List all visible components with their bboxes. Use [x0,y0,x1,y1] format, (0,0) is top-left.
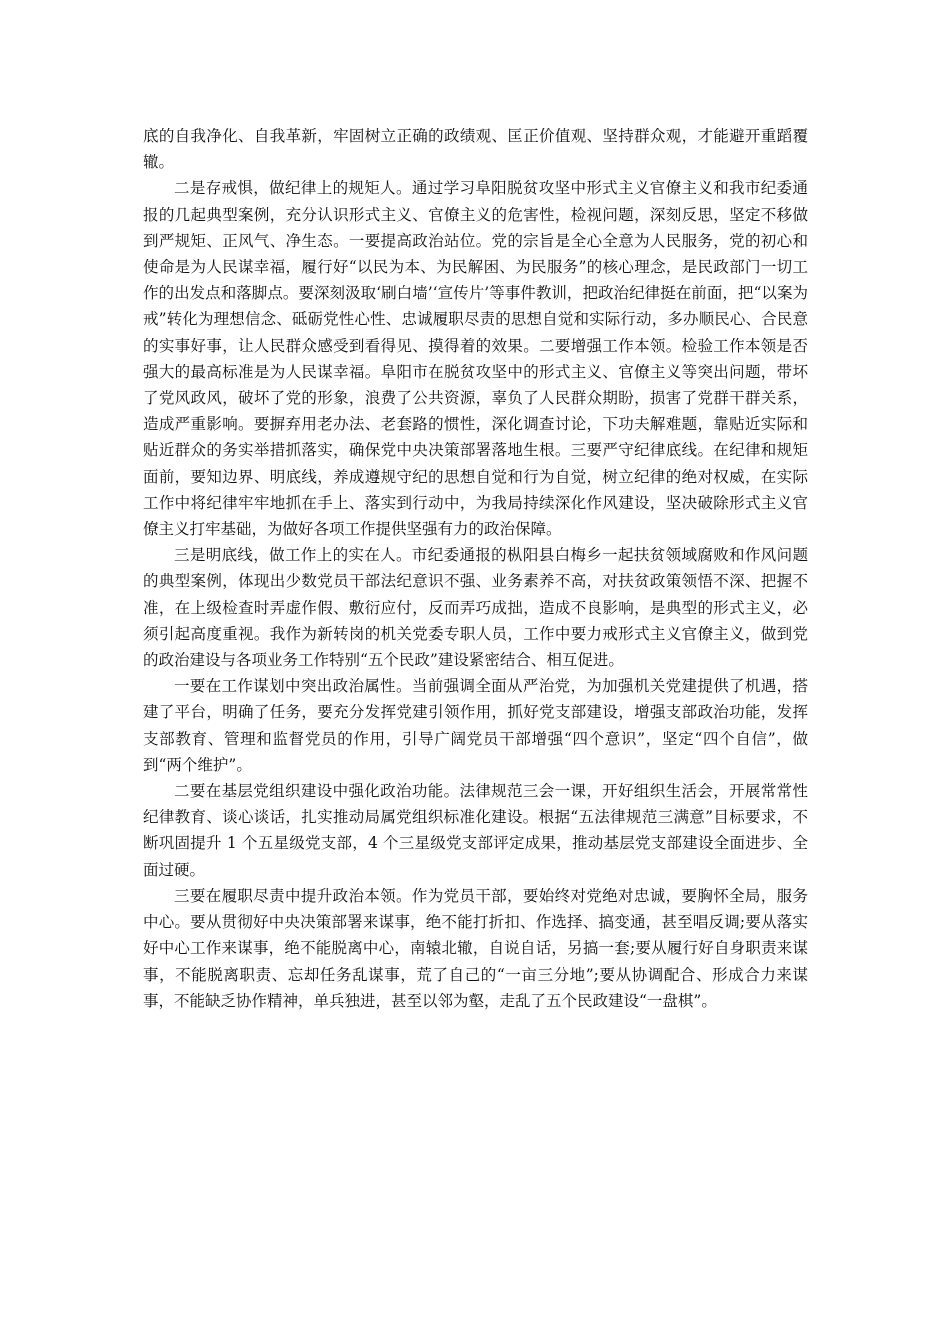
paragraph-work-planning: 一要在工作谋划中突出政治属性。当前强调全面从严治党，为加强机关党建提供了机遇，搭建了平台，明确了任务，要充分发挥党建引领作用，抓好党支部建设，增强支部政治功能，发挥支部教育、管理和监督党员的作用，引导广阔党员干部增强“四个意识”，坚定“四个自信”，做到“两个维护”。 [143,677,808,774]
paragraph-duty-performance: 三要在履职尽责中提升政治本领。作为党员干部，要始终对党绝对忠诚，要胸怀全局，服务中心。要从贯彻好中央决策部署来谋事，绝不能打折扣、作选择、搞变通，甚至唱反调;要从落实好中心工作来谋事，绝不能脱离中心，南辕北辙，自说自话，另搞一套;要从履行好自身职责来谋事，不能脱离职责、忘却任务乱谋事，荒了自己的“一亩三分地”;要从协调配合、形成合力来谋事，不能缺乏协作精神，单兵独进，甚至以邻为壑，走乱了五个民政建设“一盘棋”。 [143,886,808,1010]
document-body [143,123,808,1014]
paragraph-party-organization: 二要在基层党组织建设中强化政治功能。法律规范三会一课，开好组织生活会，开展常常性纪律教育、谈心谈话，扎实推动局属党组织标准化建设。根据“五法律规范三满意”目标要求，不断巩固提升 1 个五星级党支部，4 个三星级党支部评定成果，推动基层党支部建设全面进步、全面过硬。 [143,782,808,879]
paragraph-discipline: 二是存戒惧，做纪律上的规矩人。通过学习阜阳脱贫攻坚中形式主义官僚主义和我市纪委通报的几起典型案例，充分认识形式主义、官僚主义的危害性，检视问题，深刻反思，坚定不移做到严规矩、正风气、净生态。一要提高政治站位。党的宗旨是全心全意为人民服务，党的初心和使命是为人民谋幸福，履行好“以民为本、为民解困、为民服务”的核心理念，是民政部门一切工作的出发点和落脚点。要深刻汲取‘刷白墙’‘宣传片’等事件教训，把政治纪律挺在前面，把“以案为戒”转化为理想信念、砥砺党性心性、忠诚履职尽责的思想自觉和实际行动，多办顺民心、合民意的实事好事，让人民群众感受到看得见、摸得着的效果。二要增强工作本领。检验工作本领是否强大的最高标准是为人民谋幸福。阜阳市在脱贫攻坚中的形式主义、官僚主义等突出问题，带坏了党风政风，破坏了党的形象，浪费了公共资源，辜负了人民群众期盼，损害了党群干群关系，造成严重影响。要摒弃用老办法、老套路的惯性，深化调查讨论，下功夫解难题，靠贴近实际和贴近群众的务实举措抓落实，确保党中央决策部署落地生根。三要严守纪律底线。在纪律和规矩面前，要知边界、明底线，养成遵规守纪的思想自觉和行为自觉，树立纪律的绝对权威，在实际工作中将纪律牢牢地抓在手上、落实到行动中，为我局持续深化作风建设，坚决破除形式主义官僚主义打牢基础，为做好各项工作提供坚强有力的政治保障。 [143,179,808,539]
paragraph-bottom-line: 三是明底线，做工作上的实在人。市纪委通报的枞阳县白梅乡一起扶贫领域腐败和作风问题的典型案例，体现出少数党员干部法纪意识不强、业务素养不高，对扶贫政策领悟不深、把握不准，在上级检查时弄虚作假、敷衍应付，反而弄巧成拙，造成不良影响，是典型的形式主义，必须引起高度重视。我作为新转岗的机关党委专职人员，工作中要力戒形式主义官僚主义，做到党的政治建设与各项业务工作特别“五个民政”建设紧密结合、相互促进。 [143,546,808,670]
paragraph-continuation: 底的自我净化、自我革新，牢固树立正确的政绩观、匡正价值观、坚持群众观，才能避开重蹈覆辙。 [143,127,808,172]
